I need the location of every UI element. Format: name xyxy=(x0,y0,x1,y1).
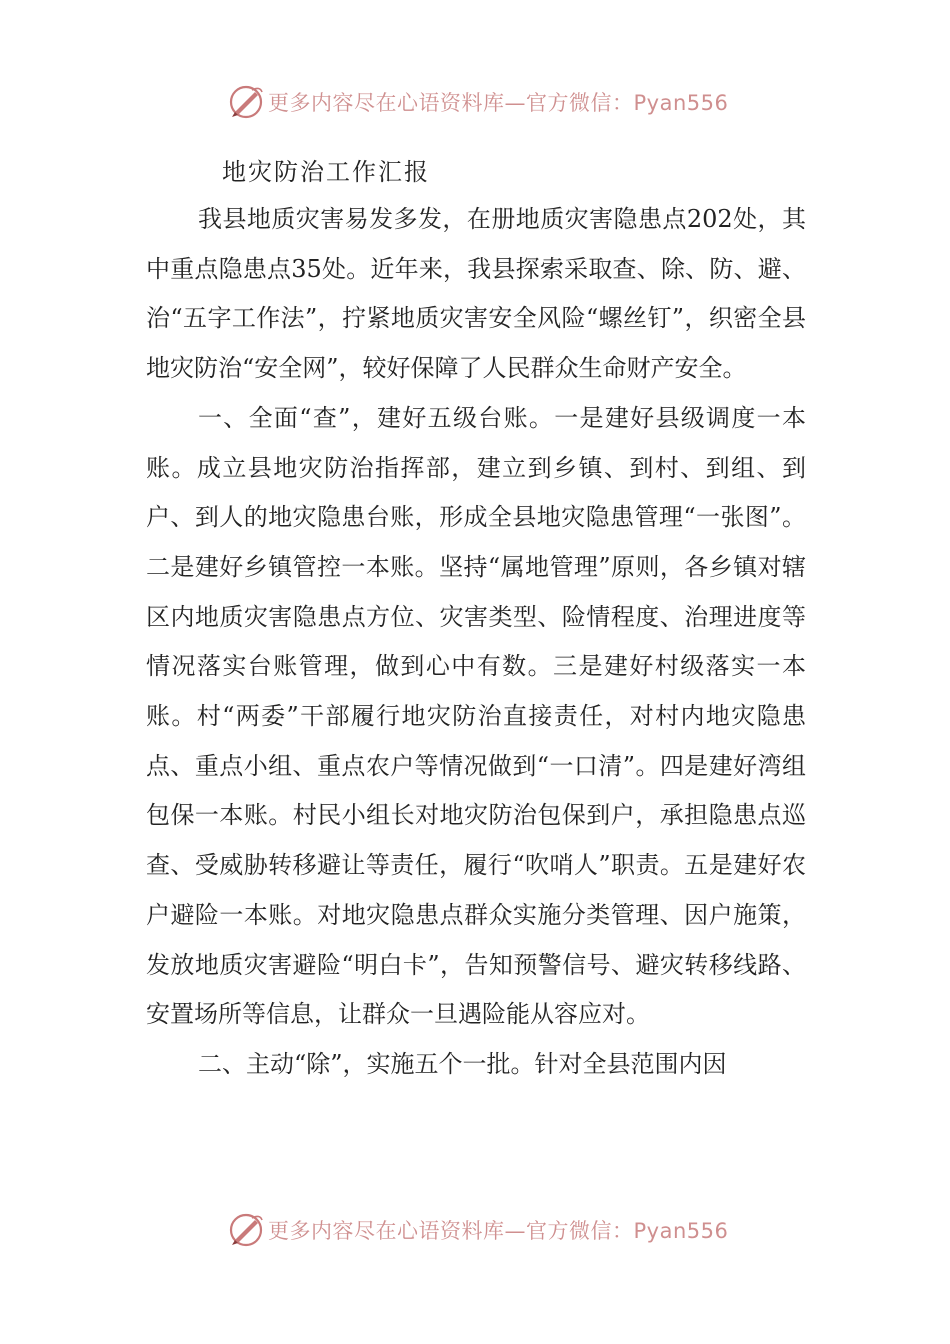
document-title: 地灾防治工作汇报 xyxy=(222,158,430,186)
paragraph-section-2: 二、主动“除”，实施五个一批。针对全县范围内因 xyxy=(198,1049,727,1078)
paragraph-section-1: 一、全面“查”，建好五级台账。一是建好县级调度一本账。成立县地灾防治指挥部，建立到乡镇、到村、到组、到户、到人的地灾隐患台账，形成全县地灾隐患管理“一张图”。二是建好乡镇管控一本账。坚持“属地管理”原则，各乡镇对辖区内地质灾害隐患点方位、灾害类型、险情程度、治理进度等情况落实台账管理，做到心中有数。三是建好村级落实一本账。村“两委”干部履行地灾防治直接责任，对村内地灾隐患点、重点小组、重点农户等情况做到“一口清”。四是建好湾组包保一本账。村民小组长对地灾防治包保到户，承担隐患点巡查、受威胁转移避让等责任，履行“吹哨人”职责。五是建好农户避险一本账。对地灾隐患点群众实施分类管理、因户施策，发放地质灾害避险“明白卡”，告知预警信号、避灾转移线路、安置场所等信息，让群众一旦遇险能从容应对。 xyxy=(146,403,806,1029)
watermark-text: 更多内容尽在心语资料库—官方微信：Pyan556 xyxy=(268,91,729,115)
paragraph-intro: 我县地质灾害易发多发，在册地质灾害隐患点202处，其中重点隐患点35处。近年来，我县探索采取查、除、防、避、治“五字工作法”，拧紧地质灾害安全风险“螺丝钉”，织密全县地灾防治“安全网”，较好保障了人民群众生命财产安全。 xyxy=(146,205,806,383)
watermark-header xyxy=(226,82,786,122)
pen-logo-icon xyxy=(226,82,266,122)
document-body xyxy=(146,195,806,1090)
pen-logo-icon xyxy=(226,1210,266,1250)
watermark-text: 更多内容尽在心语资料库—官方微信：Pyan556 xyxy=(268,1219,729,1243)
watermark-footer xyxy=(226,1210,786,1250)
